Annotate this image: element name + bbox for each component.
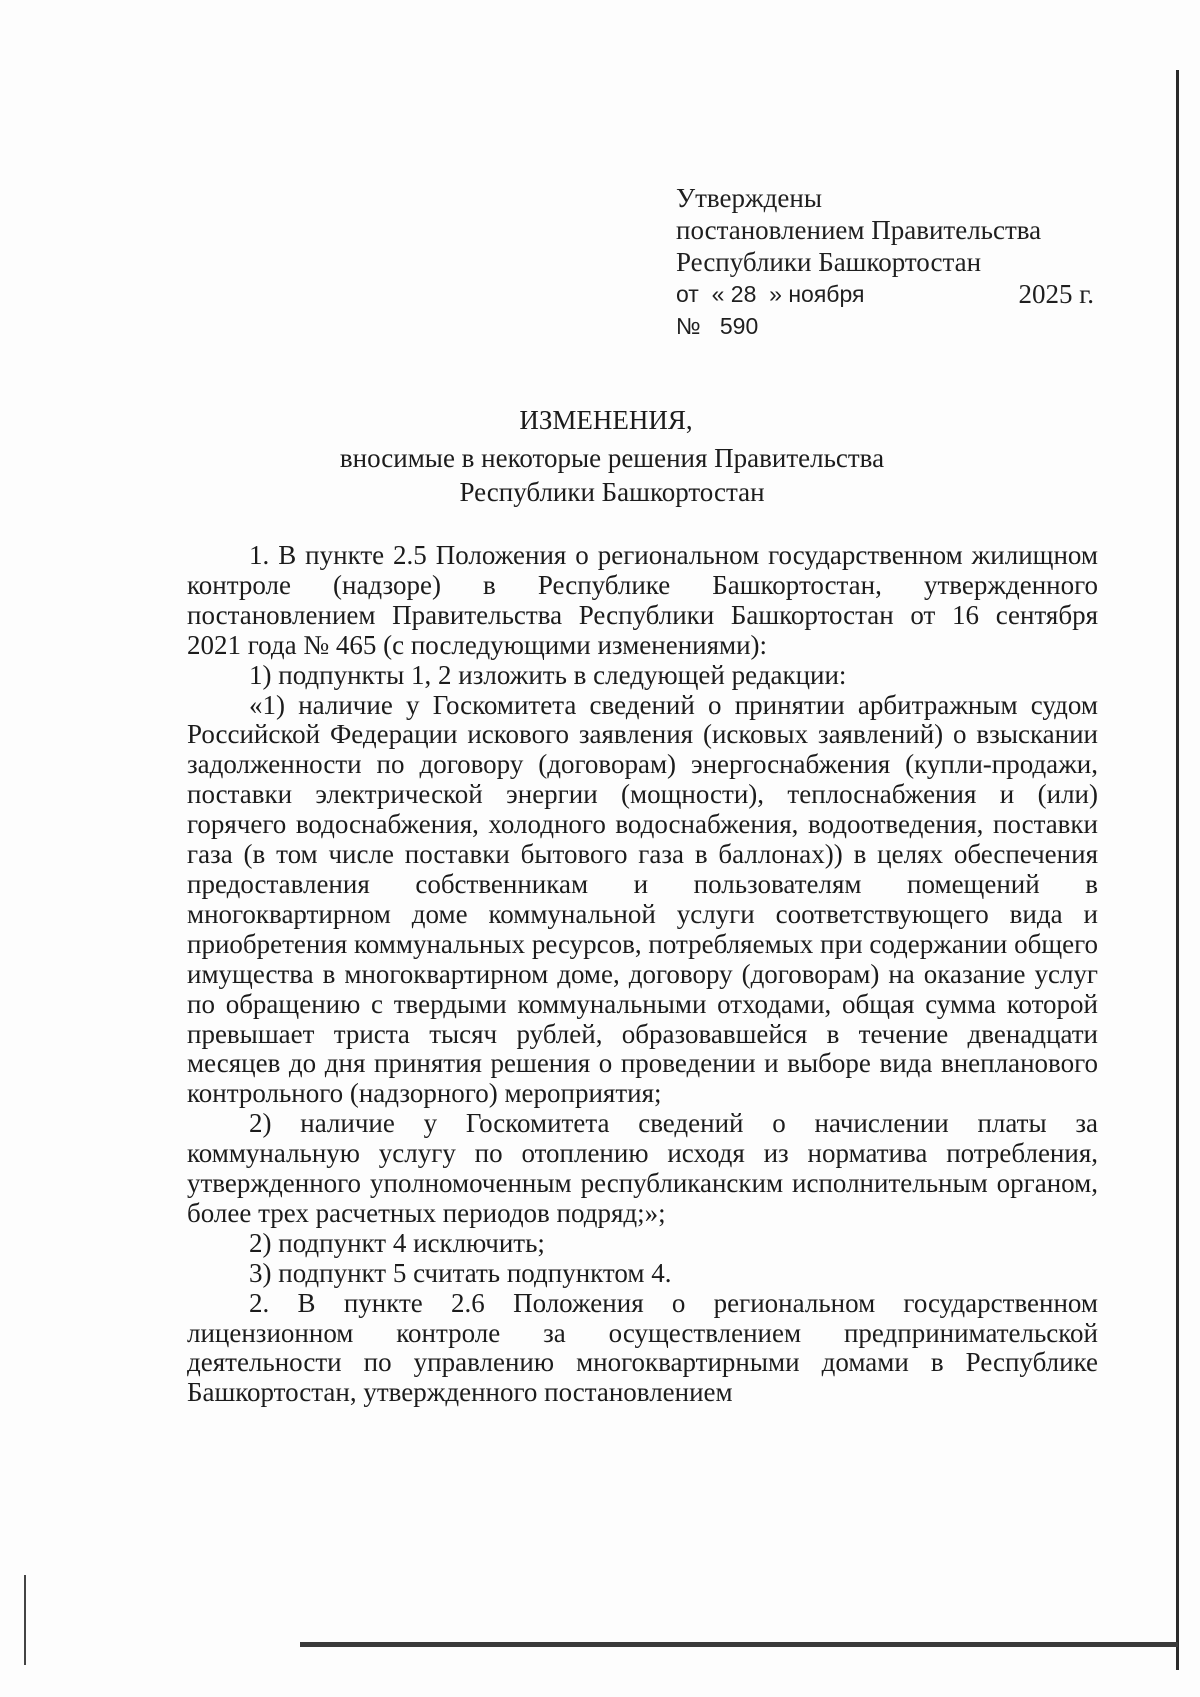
approval-number <box>676 310 1094 342</box>
approval-block <box>676 182 1094 342</box>
number-value: 590 <box>719 313 759 339</box>
paragraph-3: «1) наличие у Госкомитета сведений о принятии арбитражным судом Российской Федерации искового заявления (исковых заявлений) о взыскании задолженности по договору (договорам) энергоснабжения (купли-продажи, поставки электрической энергии (мощности), теплоснабжения и (или) горячего водоснабжения, холодного водоснабжения, водоотведения, поставки газа (в том числе поставки бытового газа в баллонах)) в целях обеспечения предоставления собственникам и пользователям помещений в многоквартирном доме коммунальной услуги соответствующего вида и приобретения коммунальных ресурсов, потребляемых при содержании общего имущества в многоквартирном доме, договору (договорам) на оказание услуг по обращению с твердыми коммунальными отходами, общая сумма которой превышает триста тысяч рублей, образовавшейся в течение двенадцати месяцев до дня принятия решения о проведении и выборе вида внепланового контрольного (надзорного) мероприятия; <box>187 689 1098 1109</box>
paragraph-5: 2) подпункт 4 исключить; <box>249 1227 545 1258</box>
date-month: ноября <box>788 281 865 307</box>
scan-edge-right <box>1176 70 1179 1670</box>
number-label: № <box>676 313 701 339</box>
date-day: 28 <box>730 281 757 307</box>
document-body <box>187 541 1098 1408</box>
date-year: 2025 г. <box>1018 279 1094 309</box>
paragraph-2: 1) подпункты 1, 2 изложить в следующей редакции: <box>249 659 847 690</box>
paragraph-1: 1. В пункте 2.5 Положения о региональном государственном жилищном контроле (надзоре) в Республике Башкортостан, утвержденного постановлением Правительства Республики Башкортостан от 16 сентября 2021 года № 465 (с последующими изменениями): <box>187 540 1098 660</box>
paragraph-4: 2) наличие у Госкомитета сведений о начислении платы за коммунальную услугу по отоплению исходя из норматива потребления, утвержденного уполномоченным республиканским исполнительным органом, более трех расчетных периодов подряд;»; <box>187 1108 1098 1228</box>
document-title: ИЗМЕНЕНИЯ, <box>519 405 693 435</box>
date-open-quote: « <box>711 281 725 307</box>
date-prefix: от <box>676 281 699 307</box>
approval-line-2: постановлением Правительства <box>676 215 1042 245</box>
date-close-quote: » <box>769 281 782 307</box>
approval-line-3: Республики Башкортостан <box>676 247 982 277</box>
scan-edge-bottom <box>300 1642 1178 1647</box>
document-subtitle-line-2: Республики Башкортостан <box>459 477 765 507</box>
paragraph-7: 2. В пункте 2.6 Положения о региональном государственном лицензионном контроле за осуществлением предпринимательской деятельности по управлению многоквартирными домами в Республике Башкортостан, утвержденного постановлением <box>187 1287 1098 1408</box>
scan-edge-left <box>24 1575 26 1665</box>
approval-line-1: Утверждены <box>676 183 822 213</box>
approval-date <box>676 278 1094 310</box>
paragraph-6: 3) подпункт 5 считать подпунктом 4. <box>249 1257 672 1288</box>
document-subtitle-line-1: вносимые в некоторые решения Правительства <box>339 443 885 473</box>
